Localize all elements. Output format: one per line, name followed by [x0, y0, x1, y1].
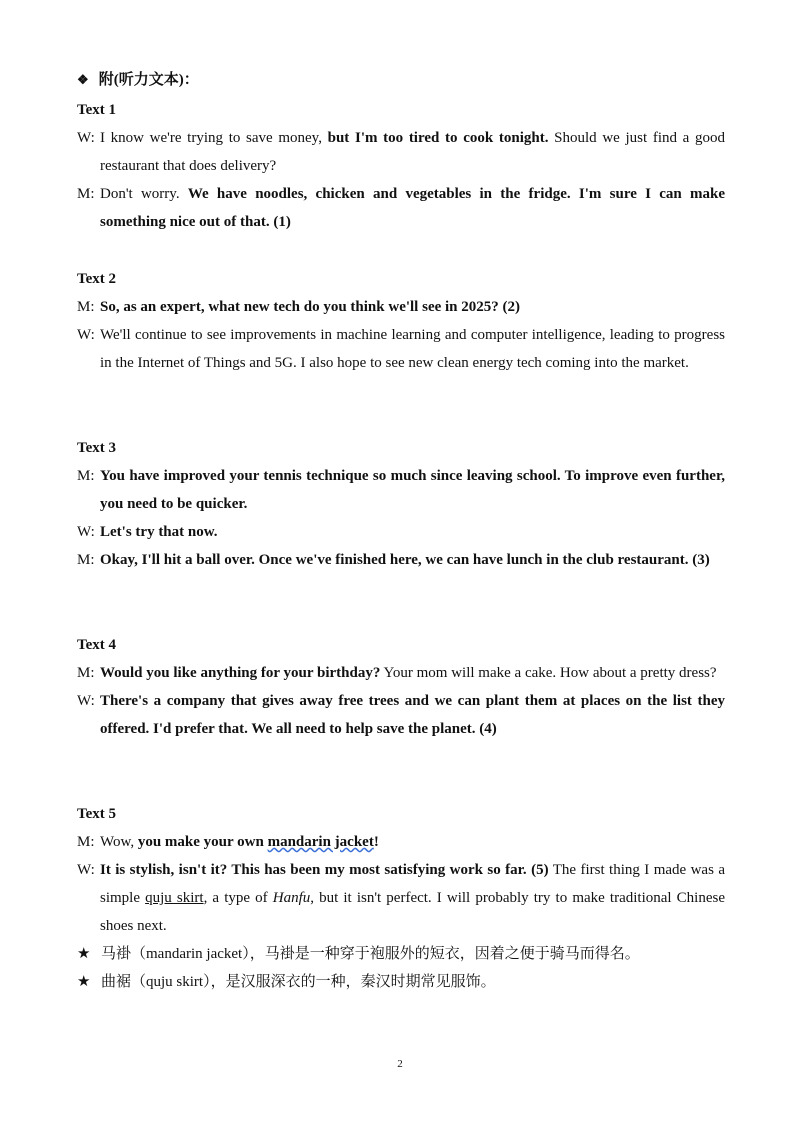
section-title: Text 1: [77, 102, 117, 118]
dialogue-text: , a type of: [203, 890, 273, 906]
dialogue-text: Wow,: [100, 834, 138, 850]
section-title: Text 3: [77, 440, 117, 456]
speaker-label: W:: [77, 130, 95, 146]
dialogue-text: you make your own: [137, 834, 268, 850]
speaker-label: W:: [77, 524, 95, 540]
section-title: Text 4: [77, 637, 117, 653]
footnote-text: 曲裾（quju skirt），是汉服深衣的一种，秦汉时期常见服饰。: [101, 974, 496, 990]
text-4-section: [77, 631, 725, 743]
footnote-quju-skirt: [77, 968, 737, 996]
text-3-section: [77, 434, 725, 574]
dialogue-line: [77, 856, 725, 940]
speaker-label: M:: [77, 665, 95, 681]
footnote-text: 马褂（mandarin jacket），马褂是一种穿于袍服外的短衣，因着之便于骑马而得名。: [101, 946, 640, 962]
section-title: Text 5: [77, 806, 117, 822]
dialogue-line: [77, 180, 725, 236]
dialogue-text: We'll continue to see improvements in machine learning and computer intelligence, leading to progress in the Internet of Things and 5G. I also hope to see new clean energy tech coming into the market.: [100, 327, 725, 371]
star-icon: ★: [77, 974, 91, 990]
dialogue-text: The first thing I made was a simple: [100, 862, 725, 906]
dialogue-text: Don't worry.: [100, 186, 188, 202]
dialogue-text: There's a company that gives away free trees and we can plant them at places on the list they offered. I'd prefer that. We all need to help save the planet. (4): [100, 693, 725, 737]
text-5-section: [77, 800, 725, 940]
dialogue-line: [77, 518, 725, 546]
dialogue-line: [77, 124, 725, 180]
dialogue-text: I know we're trying to save money,: [100, 130, 328, 146]
appendix-header: [77, 68, 199, 89]
dialogue-text: We have noodles, chicken and vegetables in the fridge. I'm sure I can make something nice out of that. (1): [100, 186, 725, 230]
dialogue-text: quju skirt: [145, 890, 204, 906]
appendix-title: 附(听力文本)：: [98, 72, 199, 88]
dialogue-text: mandarin jacket: [267, 834, 374, 850]
text-2-section: [77, 265, 725, 377]
dialogue-line: [77, 828, 725, 856]
text-1-section: [77, 96, 725, 236]
dialogue-line: [77, 321, 725, 377]
dialogue-text: !: [373, 834, 379, 850]
speaker-label: M:: [77, 834, 95, 850]
speaker-label: W:: [77, 862, 95, 878]
dialogue-text: Would you like anything for your birthday?: [100, 665, 381, 681]
speaker-label: W:: [77, 327, 95, 343]
dialogue-line: [77, 293, 725, 321]
speaker-label: M:: [77, 299, 95, 315]
star-icon: ★: [77, 946, 91, 962]
dialogue-line: [77, 546, 725, 574]
section-title: Text 2: [77, 271, 117, 287]
dialogue-text: It is stylish, isn't it? This has been my most satisfying work so far. (5): [100, 862, 549, 878]
dialogue-line: [77, 659, 725, 687]
dialogue-text: Should we just find a good restaurant that does delivery?: [100, 130, 725, 174]
dialogue-text: Okay, I'll hit a ball over. Once we've finished here, we can have lunch in the club restaurant. (3): [100, 552, 710, 568]
page-number: 2: [397, 1058, 403, 1070]
speaker-label: M:: [77, 468, 95, 484]
speaker-label: W:: [77, 693, 95, 709]
dialogue-text: Your mom will make a cake. How about a pretty dress?: [380, 665, 717, 681]
speaker-label: M:: [77, 186, 95, 202]
speaker-label: M:: [77, 552, 95, 568]
dialogue-text: Hanfu: [272, 890, 311, 906]
dialogue-line: [77, 462, 725, 518]
dialogue-text: You have improved your tennis technique so much since leaving school. To improve even further, you need to be quicker.: [100, 468, 725, 512]
dialogue-text: Let's try that now.: [100, 524, 218, 540]
dialogue-text: So, as an expert, what new tech do you think we'll see in 2025? (2): [100, 299, 521, 315]
diamond-bullet-icon: ❖: [77, 72, 89, 87]
dialogue-text: but I'm too tired to cook tonight.: [327, 130, 549, 146]
dialogue-text: , but it isn't perfect. I will probably try to make traditional Chinese shoes next.: [100, 890, 725, 934]
footnote-mandarin-jacket: [77, 940, 737, 968]
dialogue-line: [77, 687, 725, 743]
